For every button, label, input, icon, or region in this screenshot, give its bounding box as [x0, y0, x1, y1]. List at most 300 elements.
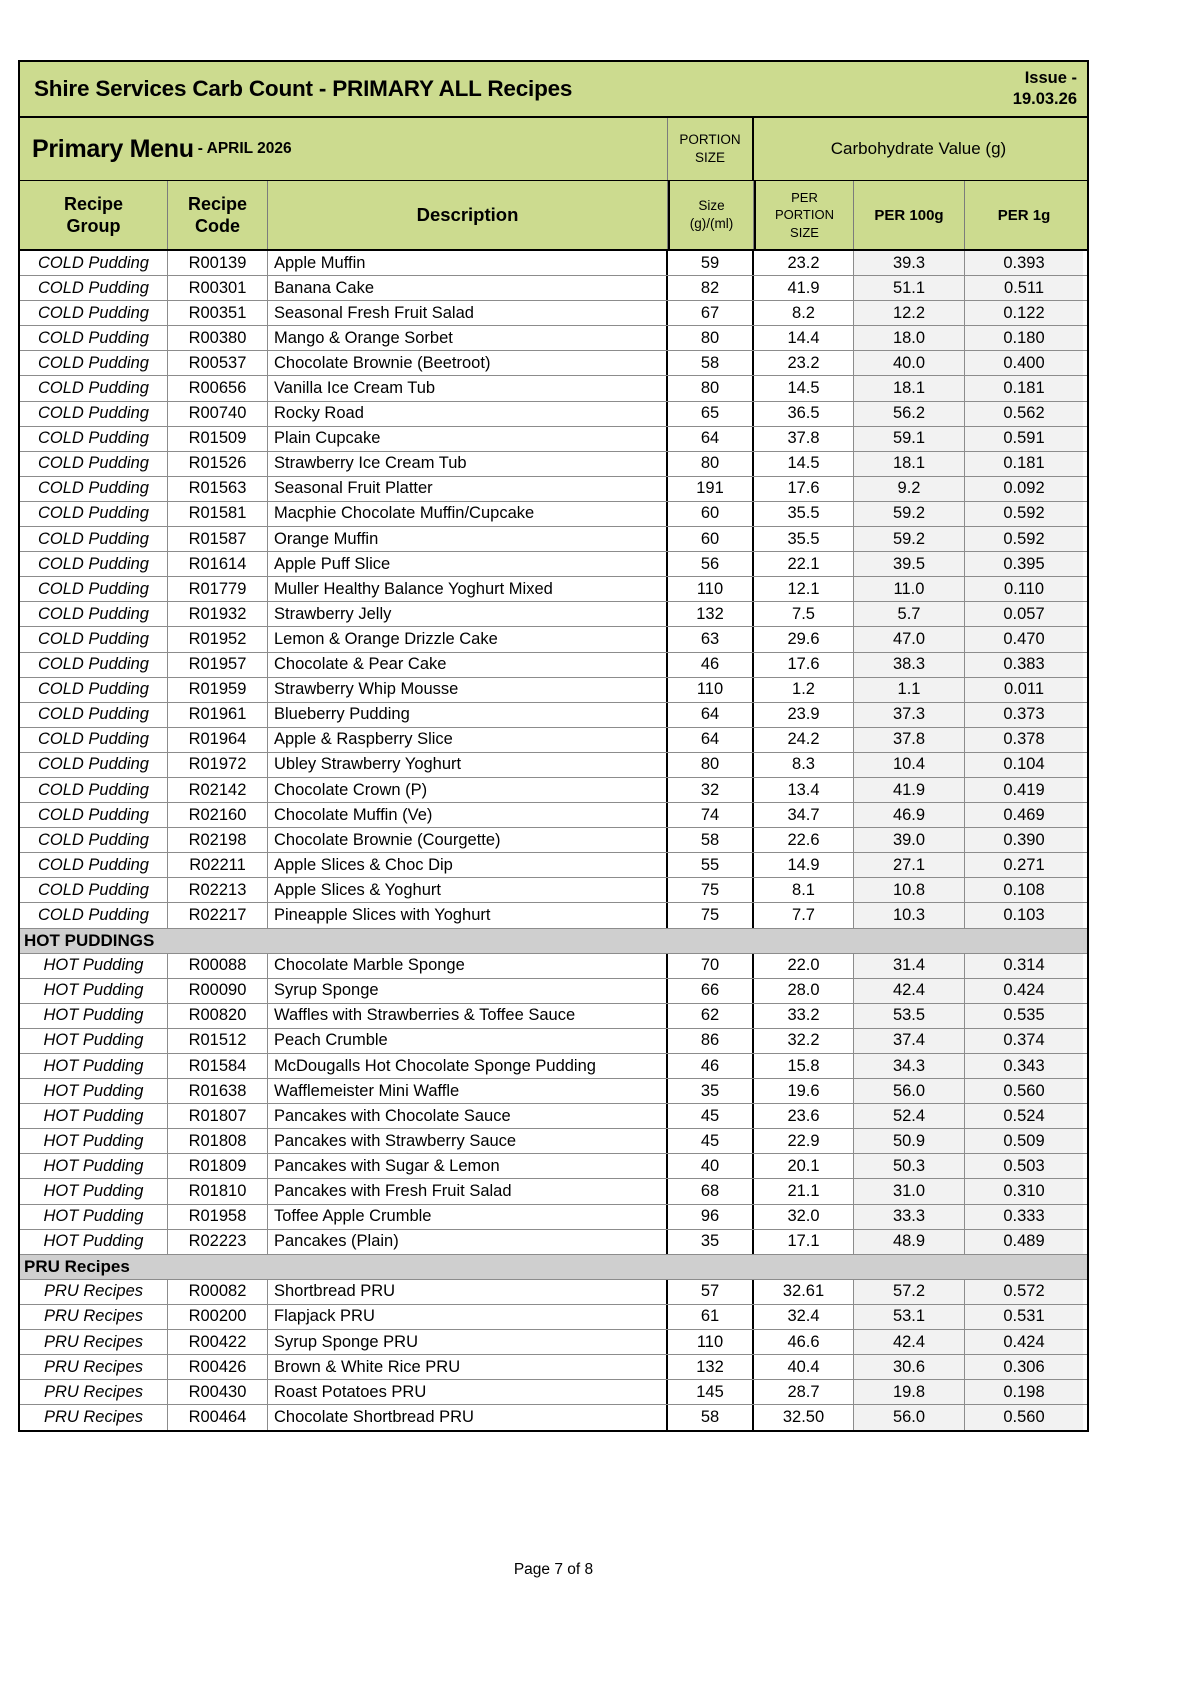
cell-per-100g: 5.7: [854, 602, 965, 626]
cell-per-1g: 0.180: [965, 326, 1083, 350]
cell-description: Syrup Sponge PRU: [268, 1330, 668, 1354]
cell-size: 80: [668, 326, 754, 350]
cell-recipe-code: R01779: [168, 577, 268, 601]
table-body: [18, 251, 1089, 1432]
size-line2: (g)/(ml): [689, 216, 734, 231]
cell-size: 110: [668, 678, 754, 702]
cell-description: Pancakes with Fresh Fruit Salad: [268, 1179, 668, 1203]
cell-per-portion-size: 22.0: [754, 954, 854, 978]
per-1g-label: PER 1g: [997, 206, 1051, 224]
cell-recipe-group: COLD Pudding: [20, 502, 168, 526]
cell-size: 46: [668, 1054, 754, 1078]
cell-recipe-code: R00422: [168, 1330, 268, 1354]
cell-per-1g: 0.524: [965, 1104, 1083, 1128]
cell-per-1g: 0.092: [965, 477, 1083, 501]
cell-per-1g: 0.424: [965, 1330, 1083, 1354]
cell-per-portion-size: 40.4: [754, 1355, 854, 1379]
cell-per-portion-size: 17.1: [754, 1230, 854, 1254]
cell-recipe-group: PRU Recipes: [20, 1355, 168, 1379]
cell-per-1g: 0.011: [965, 678, 1083, 702]
cell-size: 62: [668, 1004, 754, 1028]
cell-description: Pancakes with Strawberry Sauce: [268, 1129, 668, 1153]
cell-size: 70: [668, 954, 754, 978]
cell-description: Blueberry Pudding: [268, 703, 668, 727]
table-row: [20, 452, 1087, 477]
cell-per-100g: 11.0: [854, 577, 965, 601]
cell-size: 68: [668, 1179, 754, 1203]
cell-recipe-group: COLD Pudding: [20, 276, 168, 300]
cell-recipe-code: R00082: [168, 1280, 268, 1304]
cell-recipe-code: R01964: [168, 728, 268, 752]
cell-recipe-code: R00464: [168, 1405, 268, 1430]
cell-description: Brown & White Rice PRU: [268, 1355, 668, 1379]
table-row: [20, 979, 1087, 1004]
table-row: [20, 878, 1087, 903]
cell-per-1g: 0.503: [965, 1154, 1083, 1178]
section-header-row: [20, 929, 1087, 954]
table-row: [20, 477, 1087, 502]
cell-description: Lemon & Orange Drizzle Cake: [268, 627, 668, 651]
cell-recipe-code: R01614: [168, 552, 268, 576]
cell-per-portion-size: 15.8: [754, 1054, 854, 1078]
cell-recipe-group: COLD Pudding: [20, 376, 168, 400]
table-row: [20, 1079, 1087, 1104]
cell-per-1g: 0.390: [965, 828, 1083, 852]
table-row: [20, 1405, 1087, 1430]
table-row: [20, 351, 1087, 376]
cell-recipe-code: R02211: [168, 853, 268, 877]
cell-size: 57: [668, 1280, 754, 1304]
cell-description: Chocolate Marble Sponge: [268, 954, 668, 978]
cell-per-portion-size: 35.5: [754, 502, 854, 526]
cell-recipe-code: R00090: [168, 979, 268, 1003]
cell-recipe-group: COLD Pudding: [20, 703, 168, 727]
cell-recipe-group: COLD Pudding: [20, 251, 168, 275]
cell-recipe-code: R01512: [168, 1029, 268, 1053]
cell-description: Strawberry Whip Mousse: [268, 678, 668, 702]
cell-per-1g: 0.592: [965, 527, 1083, 551]
cell-per-portion-size: 36.5: [754, 402, 854, 426]
cell-description: Wafflemeister Mini Waffle: [268, 1079, 668, 1103]
table-row: [20, 301, 1087, 326]
cell-recipe-code: R00200: [168, 1305, 268, 1329]
cell-per-1g: 0.103: [965, 903, 1083, 927]
cell-per-100g: 33.3: [854, 1205, 965, 1229]
table-row: [20, 678, 1087, 703]
cell-recipe-group: COLD Pudding: [20, 452, 168, 476]
cell-recipe-code: R01952: [168, 627, 268, 651]
cell-per-1g: 0.560: [965, 1079, 1083, 1103]
cell-recipe-group: HOT Pudding: [20, 1179, 168, 1203]
cell-per-portion-size: 14.5: [754, 376, 854, 400]
cell-per-1g: 0.531: [965, 1305, 1083, 1329]
cell-recipe-group: COLD Pudding: [20, 552, 168, 576]
cell-size: 86: [668, 1029, 754, 1053]
cell-per-portion-size: 14.5: [754, 452, 854, 476]
cell-recipe-group: HOT Pudding: [20, 1230, 168, 1254]
cell-per-100g: 18.1: [854, 376, 965, 400]
cell-per-100g: 42.4: [854, 979, 965, 1003]
cell-per-portion-size: 14.9: [754, 853, 854, 877]
cell-recipe-group: PRU Recipes: [20, 1280, 168, 1304]
table-row: [20, 502, 1087, 527]
cell-recipe-group: COLD Pudding: [20, 878, 168, 902]
cell-description: Rocky Road: [268, 402, 668, 426]
table-row: [20, 402, 1087, 427]
cell-description: Chocolate Brownie (Courgette): [268, 828, 668, 852]
cell-recipe-code: R02142: [168, 778, 268, 802]
cell-recipe-group: COLD Pudding: [20, 427, 168, 451]
cell-per-100g: 59.2: [854, 502, 965, 526]
cell-per-portion-size: 13.4: [754, 778, 854, 802]
cell-recipe-code: R00430: [168, 1380, 268, 1404]
cell-recipe-group: COLD Pudding: [20, 853, 168, 877]
table-column-header-row: [18, 181, 1089, 251]
cell-per-100g: 59.2: [854, 527, 965, 551]
cell-per-100g: 56.2: [854, 402, 965, 426]
cell-recipe-group: COLD Pudding: [20, 602, 168, 626]
table-row: [20, 326, 1087, 351]
cell-per-100g: 57.2: [854, 1280, 965, 1304]
table-row: [20, 753, 1087, 778]
cell-per-portion-size: 23.2: [754, 351, 854, 375]
cell-per-1g: 0.333: [965, 1205, 1083, 1229]
cell-per-portion-size: 23.2: [754, 251, 854, 275]
cell-size: 45: [668, 1104, 754, 1128]
cell-description: Syrup Sponge: [268, 979, 668, 1003]
cell-per-portion-size: 37.8: [754, 427, 854, 451]
table-row: [20, 627, 1087, 652]
cell-per-100g: 1.1: [854, 678, 965, 702]
cell-recipe-code: R00088: [168, 954, 268, 978]
table-row: [20, 251, 1087, 276]
cell-recipe-code: R01957: [168, 653, 268, 677]
cell-per-1g: 0.470: [965, 627, 1083, 651]
cell-recipe-group: HOT Pudding: [20, 1004, 168, 1028]
cell-per-1g: 0.271: [965, 853, 1083, 877]
table-row: [20, 728, 1087, 753]
cell-per-portion-size: 24.2: [754, 728, 854, 752]
cell-per-1g: 0.110: [965, 577, 1083, 601]
cell-recipe-code: R01808: [168, 1129, 268, 1153]
section-header-label: HOT PUDDINGS: [24, 930, 155, 950]
cell-per-1g: 0.419: [965, 778, 1083, 802]
cell-size: 35: [668, 1230, 754, 1254]
cell-recipe-group: COLD Pudding: [20, 653, 168, 677]
cell-description: Orange Muffin: [268, 527, 668, 551]
cell-recipe-code: R01932: [168, 602, 268, 626]
cell-size: 191: [668, 477, 754, 501]
cell-recipe-code: R01807: [168, 1104, 268, 1128]
recipe-group-line2: Group: [66, 216, 121, 236]
cell-description: Apple Muffin: [268, 251, 668, 275]
cell-recipe-code: R01584: [168, 1054, 268, 1078]
table-row: [20, 527, 1087, 552]
table-row: [20, 853, 1087, 878]
cell-per-100g: 9.2: [854, 477, 965, 501]
cell-description: Peach Crumble: [268, 1029, 668, 1053]
cell-description: Chocolate & Pear Cake: [268, 653, 668, 677]
cell-per-1g: 0.424: [965, 979, 1083, 1003]
cell-size: 75: [668, 903, 754, 927]
cell-per-100g: 51.1: [854, 276, 965, 300]
cell-recipe-code: R02217: [168, 903, 268, 927]
cell-recipe-group: COLD Pudding: [20, 351, 168, 375]
cell-recipe-code: R01509: [168, 427, 268, 451]
cell-size: 32: [668, 778, 754, 802]
cell-size: 64: [668, 427, 754, 451]
cell-size: 64: [668, 728, 754, 752]
cell-per-100g: 10.8: [854, 878, 965, 902]
per-portion-line1: PER: [791, 189, 818, 205]
cell-description: Roast Potatoes PRU: [268, 1380, 668, 1404]
menu-title-main: Primary Menu: [32, 134, 194, 163]
cell-per-portion-size: 21.1: [754, 1179, 854, 1203]
cell-description: Seasonal Fruit Platter: [268, 477, 668, 501]
table-row: [20, 828, 1087, 853]
per-portion-line3: SIZE: [790, 224, 819, 240]
cell-recipe-group: COLD Pudding: [20, 627, 168, 651]
cell-size: 60: [668, 527, 754, 551]
menu-header-bar: [18, 118, 1089, 181]
cell-per-portion-size: 19.6: [754, 1079, 854, 1103]
cell-recipe-group: COLD Pudding: [20, 678, 168, 702]
cell-per-portion-size: 22.9: [754, 1129, 854, 1153]
table-row: [20, 1305, 1087, 1330]
cell-per-100g: 12.2: [854, 301, 965, 325]
cell-per-portion-size: 41.9: [754, 276, 854, 300]
cell-description: Apple & Raspberry Slice: [268, 728, 668, 752]
cell-recipe-code: R01958: [168, 1205, 268, 1229]
cell-per-portion-size: 22.1: [754, 552, 854, 576]
cell-per-portion-size: 14.4: [754, 326, 854, 350]
cell-per-100g: 52.4: [854, 1104, 965, 1128]
description-label: Description: [416, 204, 519, 225]
cell-description: Pineapple Slices with Yoghurt: [268, 903, 668, 927]
cell-per-100g: 31.0: [854, 1179, 965, 1203]
cell-description: Chocolate Brownie (Beetroot): [268, 351, 668, 375]
cell-size: 56: [668, 552, 754, 576]
portion-size-group-header: [668, 118, 754, 180]
cell-per-portion-size: 7.5: [754, 602, 854, 626]
cell-per-1g: 0.306: [965, 1355, 1083, 1379]
cell-per-portion-size: 8.1: [754, 878, 854, 902]
cell-recipe-group: COLD Pudding: [20, 527, 168, 551]
cell-per-1g: 0.395: [965, 552, 1083, 576]
cell-per-1g: 0.400: [965, 351, 1083, 375]
cell-recipe-group: COLD Pudding: [20, 728, 168, 752]
cell-recipe-group: COLD Pudding: [20, 778, 168, 802]
cell-size: 58: [668, 1405, 754, 1430]
document-title-bar: [18, 60, 1089, 118]
cell-per-portion-size: 33.2: [754, 1004, 854, 1028]
cell-size: 65: [668, 402, 754, 426]
cell-description: Seasonal Fresh Fruit Salad: [268, 301, 668, 325]
cell-per-portion-size: 28.0: [754, 979, 854, 1003]
table-row: [20, 1330, 1087, 1355]
cell-per-1g: 0.181: [965, 376, 1083, 400]
cell-recipe-code: R01810: [168, 1179, 268, 1203]
cell-recipe-group: HOT Pudding: [20, 1154, 168, 1178]
cell-per-100g: 41.9: [854, 778, 965, 802]
cell-per-portion-size: 20.1: [754, 1154, 854, 1178]
cell-description: Pancakes with Sugar & Lemon: [268, 1154, 668, 1178]
cell-per-1g: 0.373: [965, 703, 1083, 727]
cell-per-portion-size: 8.2: [754, 301, 854, 325]
cell-per-100g: 37.8: [854, 728, 965, 752]
cell-per-portion-size: 23.6: [754, 1104, 854, 1128]
table-row: [20, 653, 1087, 678]
cell-recipe-group: HOT Pudding: [20, 979, 168, 1003]
cell-size: 63: [668, 627, 754, 651]
cell-per-1g: 0.122: [965, 301, 1083, 325]
menu-title: [20, 118, 668, 180]
column-header-per-portion-size: [754, 181, 854, 249]
column-header-per-100g: [854, 181, 965, 249]
cell-size: 66: [668, 979, 754, 1003]
table-row: [20, 1129, 1087, 1154]
cell-per-portion-size: 17.6: [754, 477, 854, 501]
section-header-label: PRU Recipes: [24, 1256, 130, 1276]
cell-recipe-group: HOT Pudding: [20, 1129, 168, 1153]
cell-per-100g: 37.4: [854, 1029, 965, 1053]
cell-size: 45: [668, 1129, 754, 1153]
cell-recipe-group: HOT Pudding: [20, 1029, 168, 1053]
table-row: [20, 376, 1087, 401]
cell-per-portion-size: 1.2: [754, 678, 854, 702]
cell-description: McDougalls Hot Chocolate Sponge Pudding: [268, 1054, 668, 1078]
cell-size: 145: [668, 1380, 754, 1404]
cell-recipe-code: R00426: [168, 1355, 268, 1379]
cell-size: 60: [668, 502, 754, 526]
table-row: [20, 1380, 1087, 1405]
cell-recipe-code: R01638: [168, 1079, 268, 1103]
cell-per-1g: 0.572: [965, 1280, 1083, 1304]
cell-per-1g: 0.560: [965, 1405, 1083, 1430]
cell-recipe-code: R02160: [168, 803, 268, 827]
cell-per-portion-size: 23.9: [754, 703, 854, 727]
cell-recipe-group: COLD Pudding: [20, 577, 168, 601]
cell-per-portion-size: 17.6: [754, 653, 854, 677]
cell-description: Plain Cupcake: [268, 427, 668, 451]
cell-per-portion-size: 32.0: [754, 1205, 854, 1229]
recipe-code-line1: Recipe: [187, 193, 248, 214]
table-row: [20, 1004, 1087, 1029]
cell-description: Apple Puff Slice: [268, 552, 668, 576]
cell-per-100g: 39.5: [854, 552, 965, 576]
cell-per-1g: 0.591: [965, 427, 1083, 451]
cell-size: 35: [668, 1079, 754, 1103]
cell-description: Apple Slices & Choc Dip: [268, 853, 668, 877]
table-row: [20, 1355, 1087, 1380]
issue-date: 19.03.26: [1012, 90, 1077, 108]
cell-recipe-code: R00139: [168, 251, 268, 275]
cell-per-100g: 10.3: [854, 903, 965, 927]
issue-label: Issue -: [1024, 68, 1077, 87]
cell-per-100g: 53.5: [854, 1004, 965, 1028]
cell-per-100g: 50.3: [854, 1154, 965, 1178]
cell-description: Banana Cake: [268, 276, 668, 300]
cell-description: Apple Slices & Yoghurt: [268, 878, 668, 902]
cell-size: 55: [668, 853, 754, 877]
cell-per-1g: 0.378: [965, 728, 1083, 752]
page-footer: Page 7 of 8: [513, 1561, 594, 1578]
cell-description: Ubley Strawberry Yoghurt: [268, 753, 668, 777]
cell-per-100g: 27.1: [854, 853, 965, 877]
column-header-size: [668, 181, 754, 249]
cell-recipe-code: R00656: [168, 376, 268, 400]
cell-recipe-group: HOT Pudding: [20, 1079, 168, 1103]
page-title: Shire Services Carb Count - PRIMARY ALL Recipes: [34, 76, 573, 101]
cell-size: 67: [668, 301, 754, 325]
cell-per-100g: 37.3: [854, 703, 965, 727]
cell-size: 61: [668, 1305, 754, 1329]
table-row: [20, 1280, 1087, 1305]
cell-recipe-code: R01959: [168, 678, 268, 702]
cell-size: 132: [668, 1355, 754, 1379]
table-row: [20, 903, 1087, 928]
cell-size: 59: [668, 251, 754, 275]
cell-description: Pancakes with Chocolate Sauce: [268, 1104, 668, 1128]
column-header-recipe-group: [20, 181, 168, 249]
cell-recipe-code: R01581: [168, 502, 268, 526]
cell-size: 110: [668, 577, 754, 601]
cell-per-1g: 0.310: [965, 1179, 1083, 1203]
table-row: [20, 1104, 1087, 1129]
cell-per-100g: 40.0: [854, 351, 965, 375]
cell-per-100g: 34.3: [854, 1054, 965, 1078]
carb-count-document: [18, 60, 1089, 1578]
cell-per-100g: 18.0: [854, 326, 965, 350]
table-row: [20, 577, 1087, 602]
cell-per-1g: 0.108: [965, 878, 1083, 902]
cell-size: 46: [668, 653, 754, 677]
cell-per-100g: 39.3: [854, 251, 965, 275]
section-header-row: [20, 1255, 1087, 1280]
cell-per-portion-size: 29.6: [754, 627, 854, 651]
table-row: [20, 1205, 1087, 1230]
cell-per-portion-size: 7.7: [754, 903, 854, 927]
table-row: [20, 703, 1087, 728]
cell-per-100g: 56.0: [854, 1079, 965, 1103]
cell-description: Vanilla Ice Cream Tub: [268, 376, 668, 400]
cell-size: 75: [668, 878, 754, 902]
table-row: [20, 1054, 1087, 1079]
cell-per-100g: 30.6: [854, 1355, 965, 1379]
cell-recipe-code: R02223: [168, 1230, 268, 1254]
cell-per-1g: 0.469: [965, 803, 1083, 827]
cell-per-portion-size: 46.6: [754, 1330, 854, 1354]
table-row: [20, 602, 1087, 627]
cell-per-100g: 47.0: [854, 627, 965, 651]
cell-per-1g: 0.343: [965, 1054, 1083, 1078]
column-header-per-1g: [965, 181, 1083, 249]
cell-per-100g: 46.9: [854, 803, 965, 827]
cell-per-100g: 19.8: [854, 1380, 965, 1404]
cell-per-1g: 0.511: [965, 276, 1083, 300]
cell-recipe-code: R00301: [168, 276, 268, 300]
table-row: [20, 427, 1087, 452]
cell-recipe-code: R00740: [168, 402, 268, 426]
size-line1: Size: [698, 198, 725, 214]
cell-size: 74: [668, 803, 754, 827]
cell-per-portion-size: 8.3: [754, 753, 854, 777]
cell-per-portion-size: 32.61: [754, 1280, 854, 1304]
per-portion-line2: PORTION: [775, 207, 834, 223]
cell-per-100g: 31.4: [854, 954, 965, 978]
cell-recipe-code: R01972: [168, 753, 268, 777]
cell-recipe-group: HOT Pudding: [20, 1104, 168, 1128]
